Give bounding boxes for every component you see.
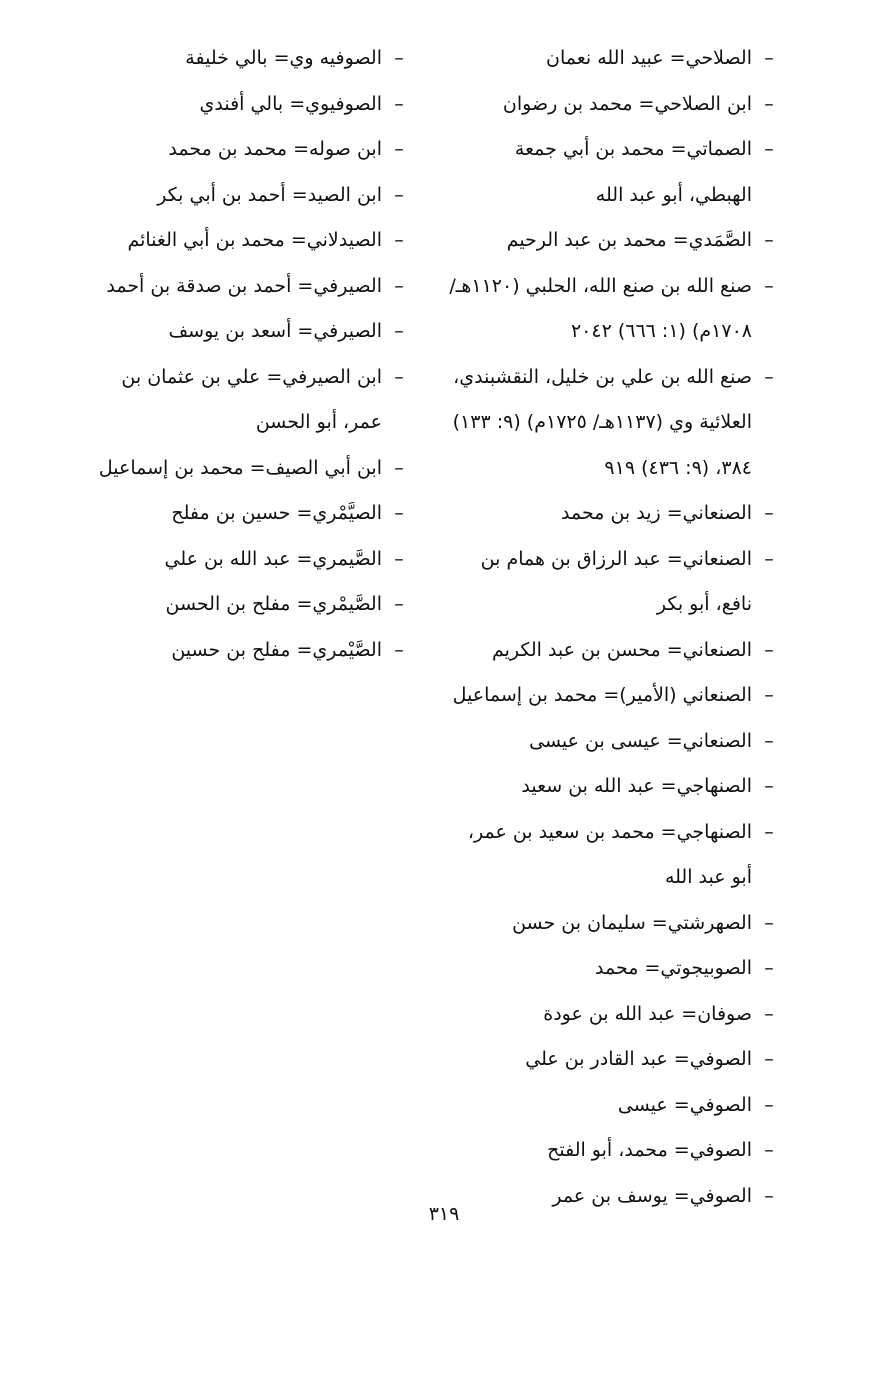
index-column-left	[78, 36, 408, 673]
entry-text: الصنعاني= زيد بن محمد	[561, 502, 752, 524]
bullet-dash: –	[764, 1002, 774, 1025]
entry-text: الصيدلاني= محمد بن أبي الغنائم	[127, 229, 382, 251]
index-entry	[448, 36, 778, 82]
entry-text: الصيَّمْري= حسين بن مفلح	[171, 502, 382, 524]
entry-text: الصنعاني= عبد الرزاق بن همام بن نافع، أبو بكر	[480, 547, 752, 615]
entry-text: الصوفيوي= بالي أفندي	[199, 92, 382, 115]
index-entry	[78, 173, 408, 219]
page-number: ٣١٩	[428, 1203, 460, 1225]
entry-text: الصنعاني= عيسى بن عيسى	[529, 729, 752, 752]
index-entry	[448, 719, 778, 765]
entry-text: الصوفي= عيسى	[617, 1093, 752, 1116]
bullet-dash: –	[394, 138, 404, 160]
bullet-dash: –	[764, 1139, 774, 1161]
bullet-dash: –	[764, 684, 774, 706]
bullet-dash: –	[764, 274, 774, 297]
index-entry	[78, 628, 408, 674]
index-entry	[78, 264, 408, 310]
entry-text: الصلاحي= عبيد الله نعمان	[545, 47, 752, 69]
bullet-dash: –	[764, 1184, 774, 1207]
entry-text: ابن الصيرفي= علي بن عثمان بن عمر، أبو الحسن	[121, 365, 382, 433]
index-entry	[78, 218, 408, 264]
index-entry	[448, 992, 778, 1038]
entry-text: الصوفيه وي= بالي خليفة	[185, 47, 382, 69]
bullet-dash: –	[764, 502, 774, 524]
index-entry	[448, 127, 778, 218]
bullet-dash: –	[394, 320, 404, 342]
entry-text: الصوفي= محمد، أبو الفتح	[547, 1139, 752, 1161]
index-entry	[448, 946, 778, 992]
index-entry	[448, 1128, 778, 1174]
index-entry	[78, 309, 408, 355]
index-entry	[78, 36, 408, 82]
index-entry	[78, 537, 408, 583]
entry-text: صنع الله بن صنع الله، الحلبي (١١٢٠هـ/ ١٧٠٨م) (١: ٦٦٦) ٢٠٤٢	[449, 274, 752, 342]
index-column-right	[448, 36, 778, 1219]
bullet-dash: –	[394, 47, 404, 69]
bullet-dash: –	[764, 547, 774, 570]
entry-text: ابن الصلاحي= محمد بن رضوان	[502, 92, 752, 115]
index-entry	[448, 264, 778, 355]
bullet-dash: –	[394, 547, 404, 570]
bullet-dash: –	[764, 638, 774, 661]
bullet-dash: –	[764, 820, 774, 843]
entry-text: الصوفي= عبد القادر بن علي	[525, 1048, 752, 1070]
entry-text: الصوبيجوتي= محمد	[595, 957, 752, 979]
index-entry	[448, 764, 778, 810]
entry-text: صنع الله بن علي بن خليل، النقشبندي، العلائية وي (١١٣٧هـ/ ١٧٢٥م) (٩: ١٣٣) ٣٨٤، (٩: ٤٣٦) ٩١٩	[452, 365, 752, 479]
index-entry	[448, 82, 778, 128]
bullet-dash: –	[764, 92, 774, 115]
bullet-dash: –	[764, 1048, 774, 1070]
bullet-dash: –	[764, 138, 774, 160]
entry-text: ابن صوله= محمد بن محمد	[168, 138, 382, 160]
bullet-dash: –	[394, 502, 404, 524]
bullet-dash: –	[764, 729, 774, 752]
index-entry	[448, 537, 778, 628]
entry-text: الصيرفي= أحمد بن صدقة بن أحمد	[106, 274, 382, 297]
index-entry	[448, 218, 778, 264]
entry-text: الصَّمَدي= محمد بن عبد الرحيم	[506, 229, 752, 251]
bullet-dash: –	[394, 92, 404, 115]
index-entry	[448, 1037, 778, 1083]
entry-text: الصنعاني= محسن بن عبد الكريم	[491, 638, 752, 661]
entry-text: الصنعاني (الأمير)= محمد بن إسماعيل	[452, 684, 752, 706]
bullet-dash: –	[764, 1093, 774, 1116]
entry-text: الصنهاجي= محمد بن سعيد بن عمر، أبو عبد الله	[467, 820, 752, 888]
entry-text: الصنهاجي= عبد الله بن سعيد	[521, 775, 752, 797]
index-entry	[448, 673, 778, 719]
index-entry	[78, 582, 408, 628]
bullet-dash: –	[394, 638, 404, 661]
entry-text: الصهرشتي= سليمان بن حسن	[512, 911, 752, 934]
entry-text: الصَّيْمري= مفلح بن حسين	[171, 638, 382, 661]
index-entry	[78, 446, 408, 492]
index-entry	[448, 1083, 778, 1129]
bullet-dash: –	[394, 229, 404, 251]
index-entry	[78, 82, 408, 128]
index-entry	[448, 628, 778, 674]
bullet-dash: –	[764, 229, 774, 251]
entry-text: الصماتي= محمد بن أبي جمعة الهبطي، أبو عبد الله	[514, 138, 752, 206]
bullet-dash: –	[764, 957, 774, 979]
index-entry	[78, 491, 408, 537]
entry-text: الصيرفي= أسعد بن يوسف	[168, 320, 382, 342]
entry-text: الصوفي= يوسف بن عمر	[552, 1184, 752, 1207]
bullet-dash: –	[394, 183, 404, 206]
bullet-dash: –	[764, 47, 774, 69]
index-entry	[448, 355, 778, 492]
bullet-dash: –	[394, 365, 404, 388]
entry-text: الصَّيمْري= مفلح بن الحسن	[165, 593, 382, 615]
bullet-dash: –	[394, 274, 404, 297]
entry-text: الصَّيمري= عبد الله بن علي	[164, 547, 382, 570]
entry-text: ابن الصيد= أحمد بن أبي بكر	[157, 183, 382, 206]
index-entry	[448, 810, 778, 901]
index-entry	[78, 127, 408, 173]
index-entry	[448, 901, 778, 947]
bullet-dash: –	[764, 911, 774, 934]
entry-text: ابن أبي الصيف= محمد بن إسماعيل	[98, 456, 382, 479]
index-entry	[448, 491, 778, 537]
bullet-dash: –	[764, 365, 774, 388]
bullet-dash: –	[764, 775, 774, 797]
bullet-dash: –	[394, 456, 404, 479]
bullet-dash: –	[394, 593, 404, 615]
entry-text: صوفان= عبد الله بن عودة	[543, 1002, 752, 1025]
index-entry	[78, 355, 408, 446]
